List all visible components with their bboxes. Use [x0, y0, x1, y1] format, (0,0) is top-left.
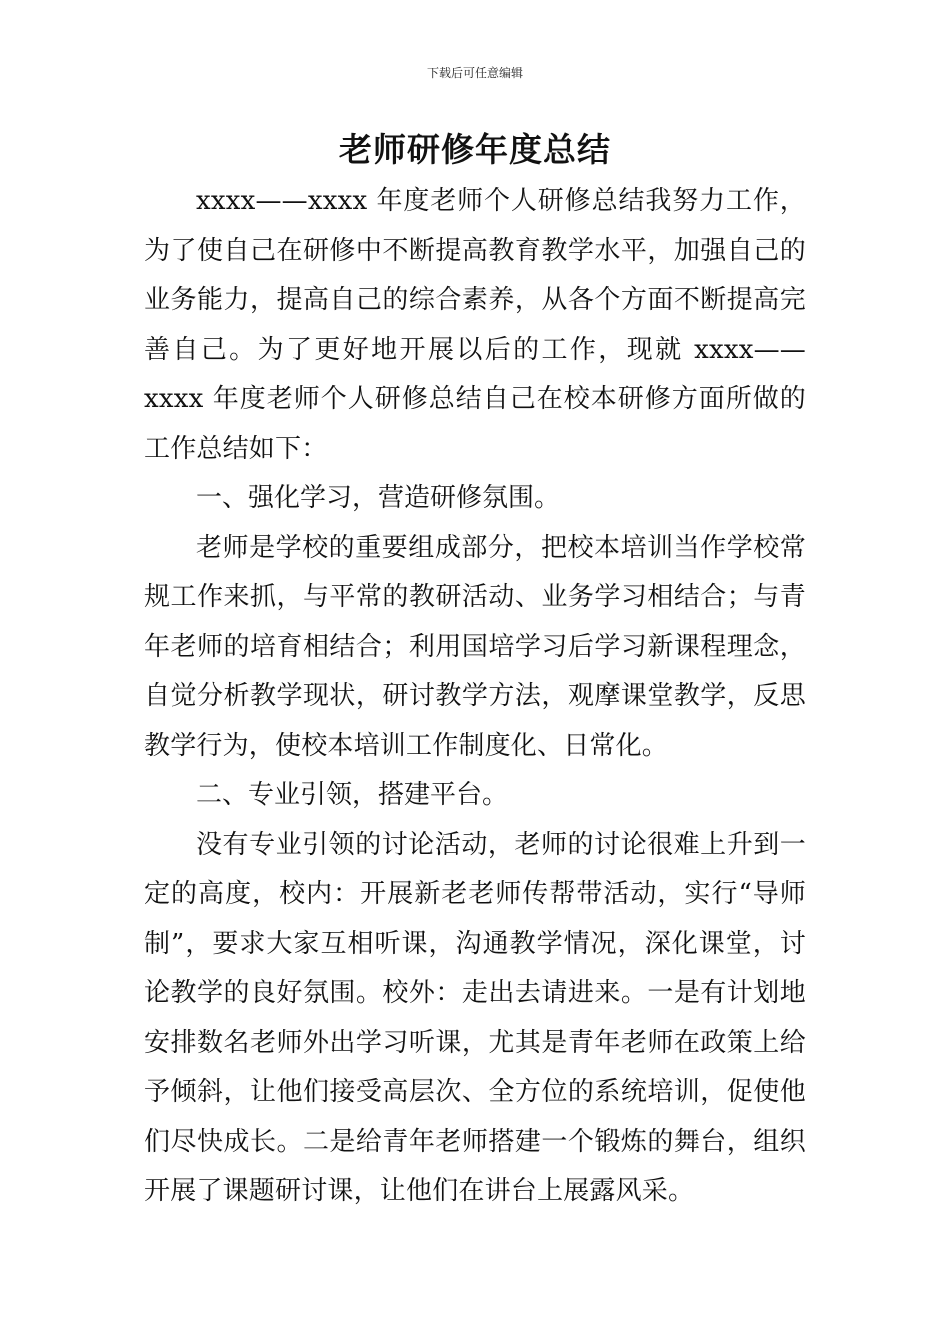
- section-2-paragraph: 没有专业引领的讨论活动，老师的讨论很难上升到一定的高度，校内：开展新老老师传帮带活动，实行“导师制”，要求大家互相听课，沟通教学情况，深化课堂，讨论教学的良好氛围。校外：走出去请进来。一是有计划地安排数名老师外出学习听课，尤其是青年老师在政策上给予倾斜，让他们接受高层次、全方位的系统培训，促使他们尽快成长。二是给青年老师搭建一个锻炼的舞台，组织开展了课题研讨课，让他们在讲台上展露风采。: [144, 829, 806, 1206]
- document-title: 老师研修年度总结: [339, 130, 611, 169]
- intro-paragraph: xxxx——xxxx 年度老师个人研修总结我努力工作，为了使自己在研修中不断提高教育教学水平，加强自己的业务能力，提高自己的综合素养，从各个方面不断提高完善自己。为了更好地开展以后的工作，现就 xxxx——xxxx 年度老师个人研修总结自己在校本研修方面所做的工作总结如下：: [144, 186, 806, 464]
- section-heading-2: 二、专业引领，搭建平台。: [196, 780, 509, 810]
- document-body: [144, 177, 806, 1217]
- section-1-paragraph: 老师是学校的重要组成部分，把校本培训当作学校常规工作来抓，与平常的教研活动、业务学习相结合；与青年老师的培育相结合；利用国培学习后学习新课程理念，自觉分析教学现状，研讨教学方法，观摩课堂教学，反思教学行为，使校本培训工作制度化、日常化。: [144, 532, 806, 761]
- section-heading-1: 一、强化学习，营造研修氛围。: [196, 483, 561, 513]
- header-note: 下载后可任意编辑: [426, 66, 523, 80]
